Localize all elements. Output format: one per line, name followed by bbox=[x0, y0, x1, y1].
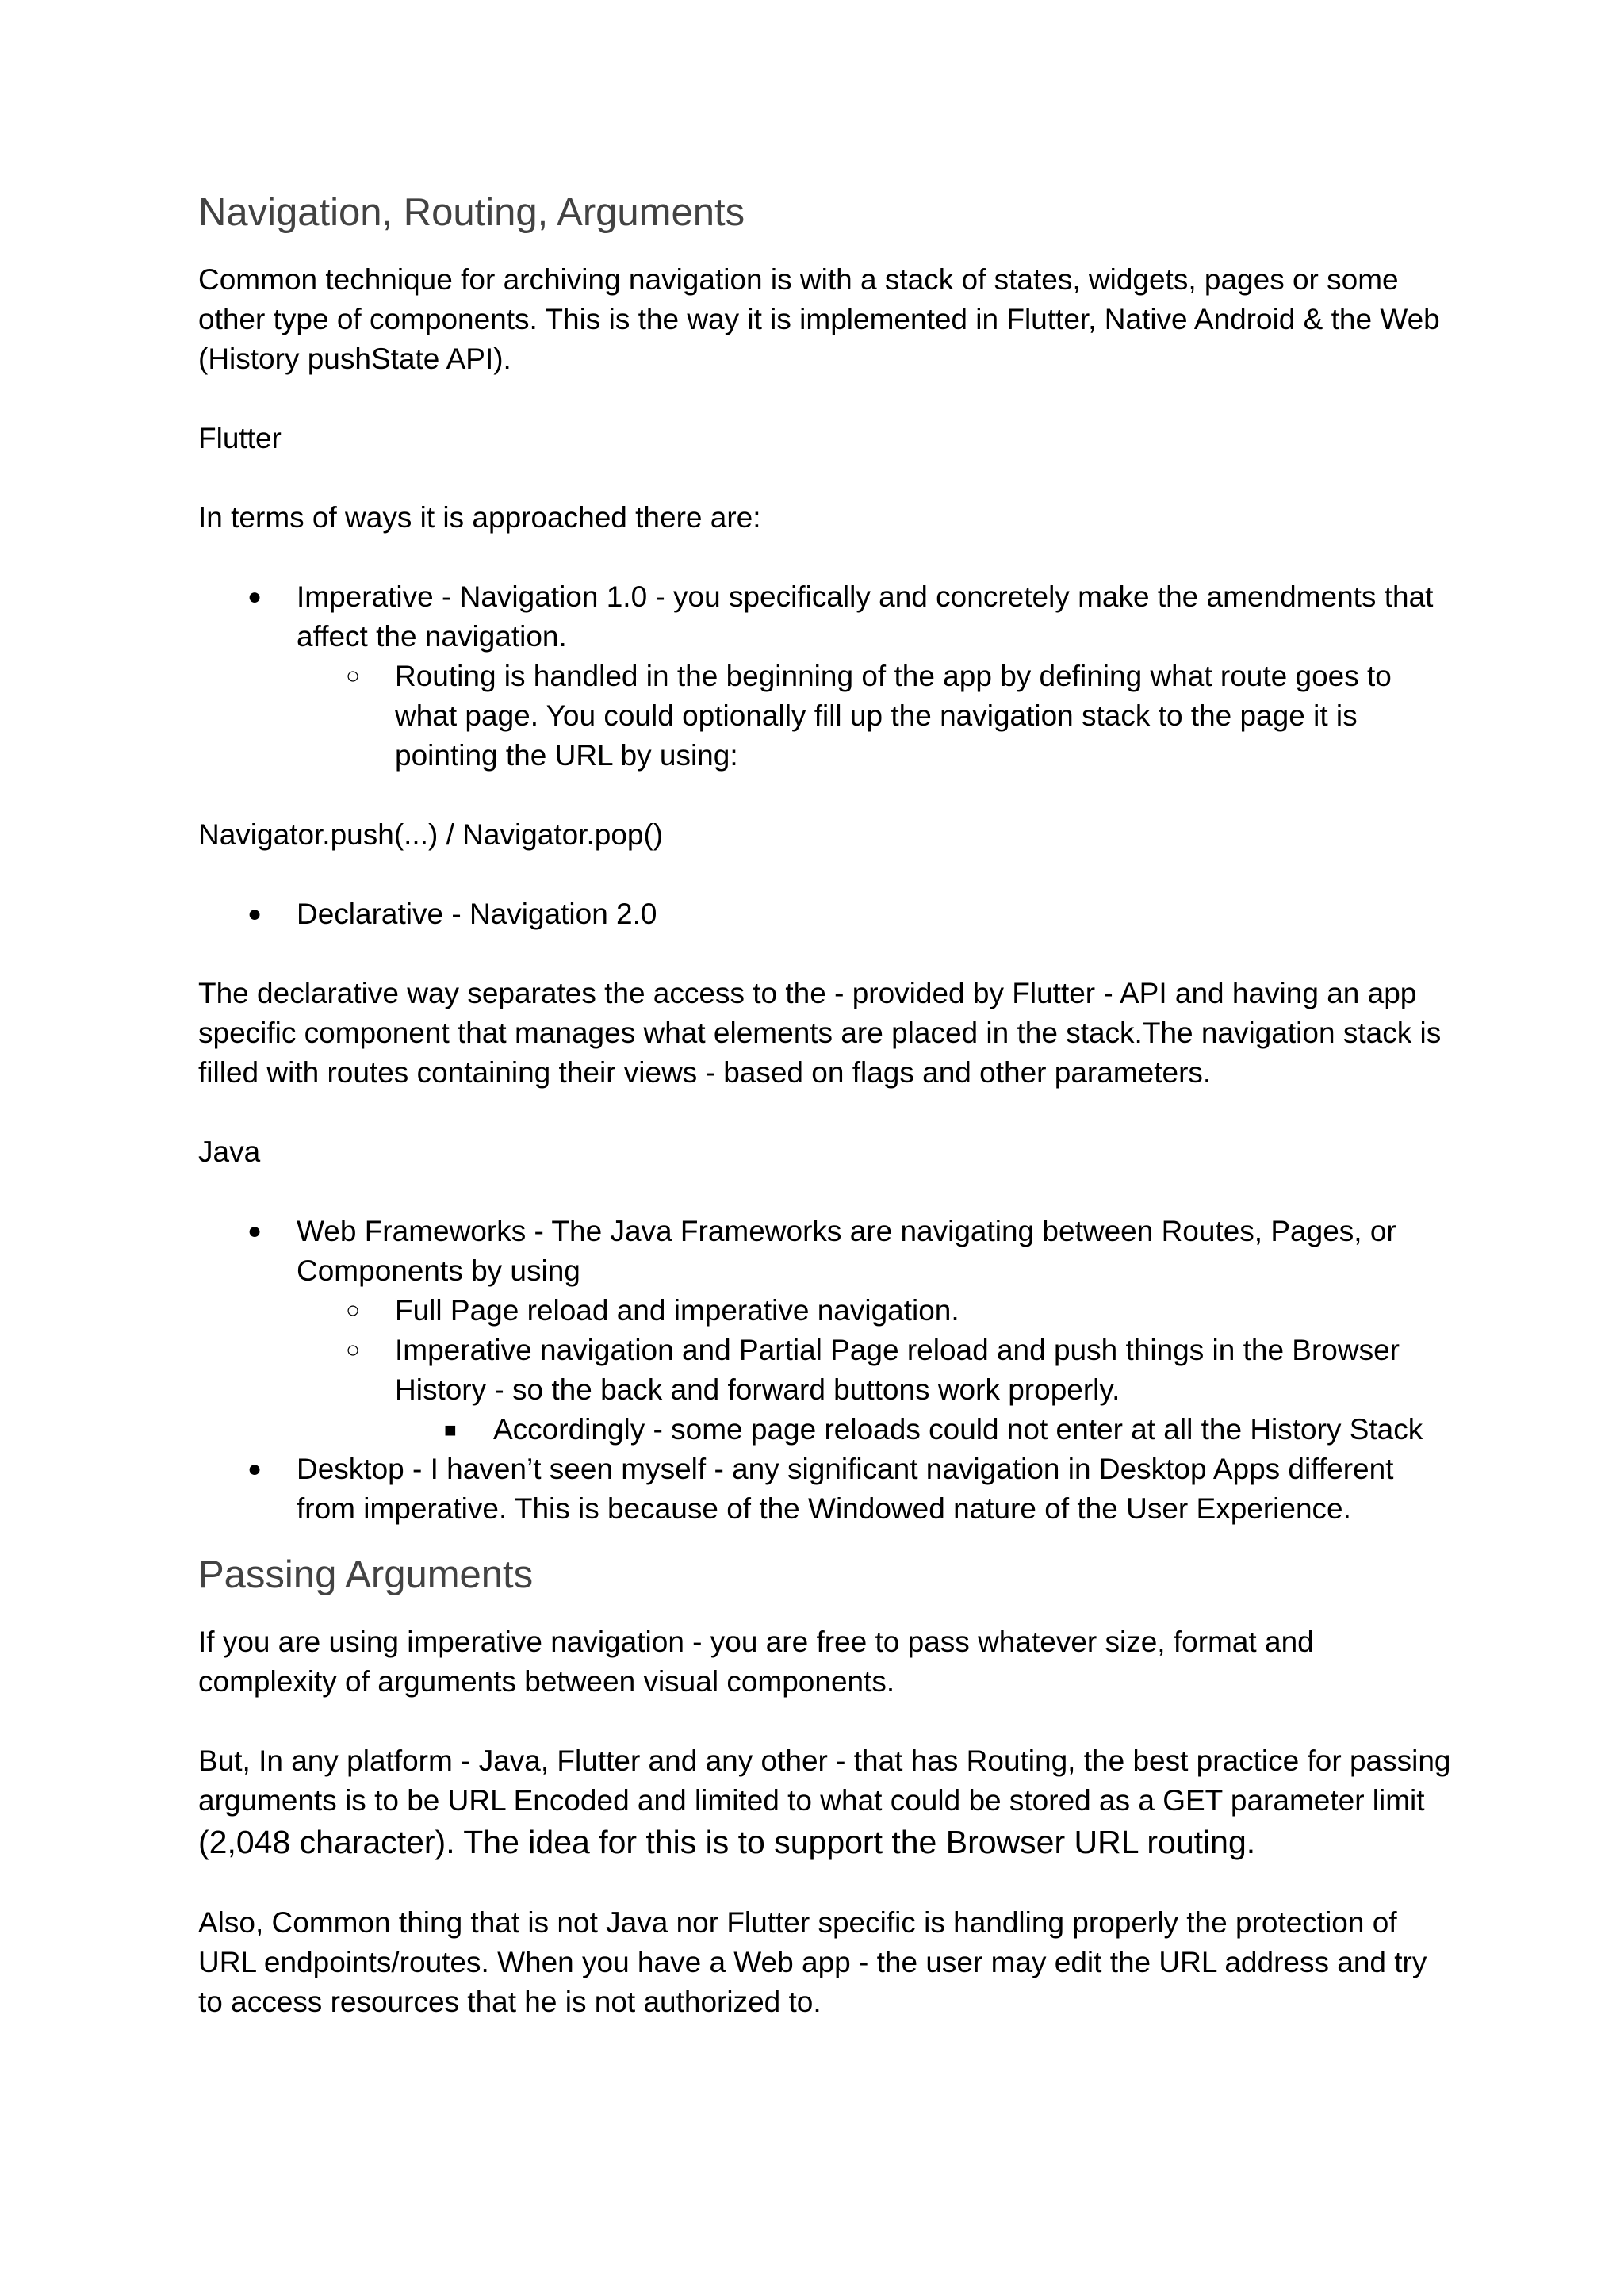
list-item-routing-handled bbox=[198, 657, 1451, 776]
passing-paragraph: If you are using imperative navigation - you are free to pass whatever size, format and complexity of arguments between visual components. bbox=[198, 1626, 1314, 1698]
list-item-text: Imperative navigation and Partial Page reload and push things in the Browser History - so the back and forward buttons work properly. bbox=[395, 1334, 1400, 1406]
list-item-desktop bbox=[198, 1450, 1451, 1529]
list-item-text: Accordingly - some page reloads could not enter at all the History Stack bbox=[493, 1413, 1423, 1446]
list-item-partial-page-reload bbox=[198, 1331, 1451, 1410]
list-item-text: Web Frameworks - The Java Frameworks are navigating between Routes, Pages, or Components by using bbox=[297, 1215, 1396, 1287]
list-item-web-frameworks bbox=[198, 1212, 1451, 1291]
heading-passing-arguments: Passing Arguments bbox=[198, 1553, 534, 1596]
best-practice-paragraph bbox=[198, 1741, 1451, 1863]
list-item-text: Declarative - Navigation 2.0 bbox=[297, 898, 657, 930]
declarative-list bbox=[198, 894, 1451, 934]
document-content bbox=[198, 189, 1451, 2022]
list-item-text: Routing is handled in the beginning of the app by defining what route goes to what page. You could optionally fill up the navigation stack to the page it is pointing the URL by using: bbox=[395, 660, 1392, 772]
list-item-text: Full Page reload and imperative navigation. bbox=[395, 1294, 959, 1327]
filled-circle-bullet-icon: ● bbox=[247, 1456, 262, 1482]
ways-intro-paragraph: In terms of ways it is approached there are: bbox=[198, 501, 761, 534]
list-item-text: Desktop - I haven’t seen myself - any significant navigation in Desktop Apps different from imperative. This is because of the Windowed nature of the User Experience. bbox=[297, 1453, 1394, 1525]
filled-circle-bullet-icon: ● bbox=[247, 584, 262, 610]
intro-paragraph: Common technique for archiving navigation is with a stack of states, widgets, pages or some other type of components. This is the way it is implemented in Flutter, Native Android & the Web (History pushState API). bbox=[198, 263, 1440, 375]
java-list bbox=[198, 1212, 1451, 1529]
filled-circle-bullet-icon: ● bbox=[247, 1218, 262, 1244]
best-practice-text-larger: (2,048 character). The idea for this is to support the Browser URL routing. bbox=[198, 1824, 1256, 1860]
list-item-text: Imperative - Navigation 1.0 - you specifically and concretely make the amendments that affect the navigation. bbox=[297, 580, 1434, 653]
flutter-label: Flutter bbox=[198, 422, 282, 454]
navigator-code-line: Navigator.push(...) / Navigator.pop() bbox=[198, 818, 664, 851]
filled-circle-bullet-icon: ● bbox=[247, 901, 262, 927]
protection-paragraph: Also, Common thing that is not Java nor Flutter specific is handling properly the protection of URL endpoints/routes. When you have a Web app - the user may edit the URL address and try to access resources that he is not authorized to. bbox=[198, 1906, 1427, 2018]
list-item-accordingly bbox=[198, 1410, 1451, 1450]
list-item-imperative bbox=[198, 577, 1451, 657]
list-item-declarative bbox=[198, 894, 1451, 934]
flutter-ways-list bbox=[198, 577, 1451, 776]
heading-navigation-routing: Navigation, Routing, Arguments bbox=[198, 191, 745, 234]
filled-square-bullet-icon: ■ bbox=[444, 1418, 457, 1442]
hollow-circle-bullet-icon: ○ bbox=[346, 1297, 361, 1323]
declarative-paragraph: The declarative way separates the access to the - provided by Flutter - API and having an app specific component that manages what elements are placed in the stack.The navigation stack is filled with routes containing their views - based on flags and other parameters. bbox=[198, 977, 1442, 1089]
hollow-circle-bullet-icon: ○ bbox=[346, 1337, 361, 1363]
best-practice-text: But, In any platform - Java, Flutter and any other - that has Routing, the best practice for passing arguments is to be URL Encoded and limited to what could be stored as a GET parameter limit bbox=[198, 1744, 1451, 1817]
hollow-circle-bullet-icon: ○ bbox=[346, 663, 361, 689]
list-item-full-page-reload bbox=[198, 1291, 1451, 1331]
java-label: Java bbox=[198, 1136, 261, 1168]
